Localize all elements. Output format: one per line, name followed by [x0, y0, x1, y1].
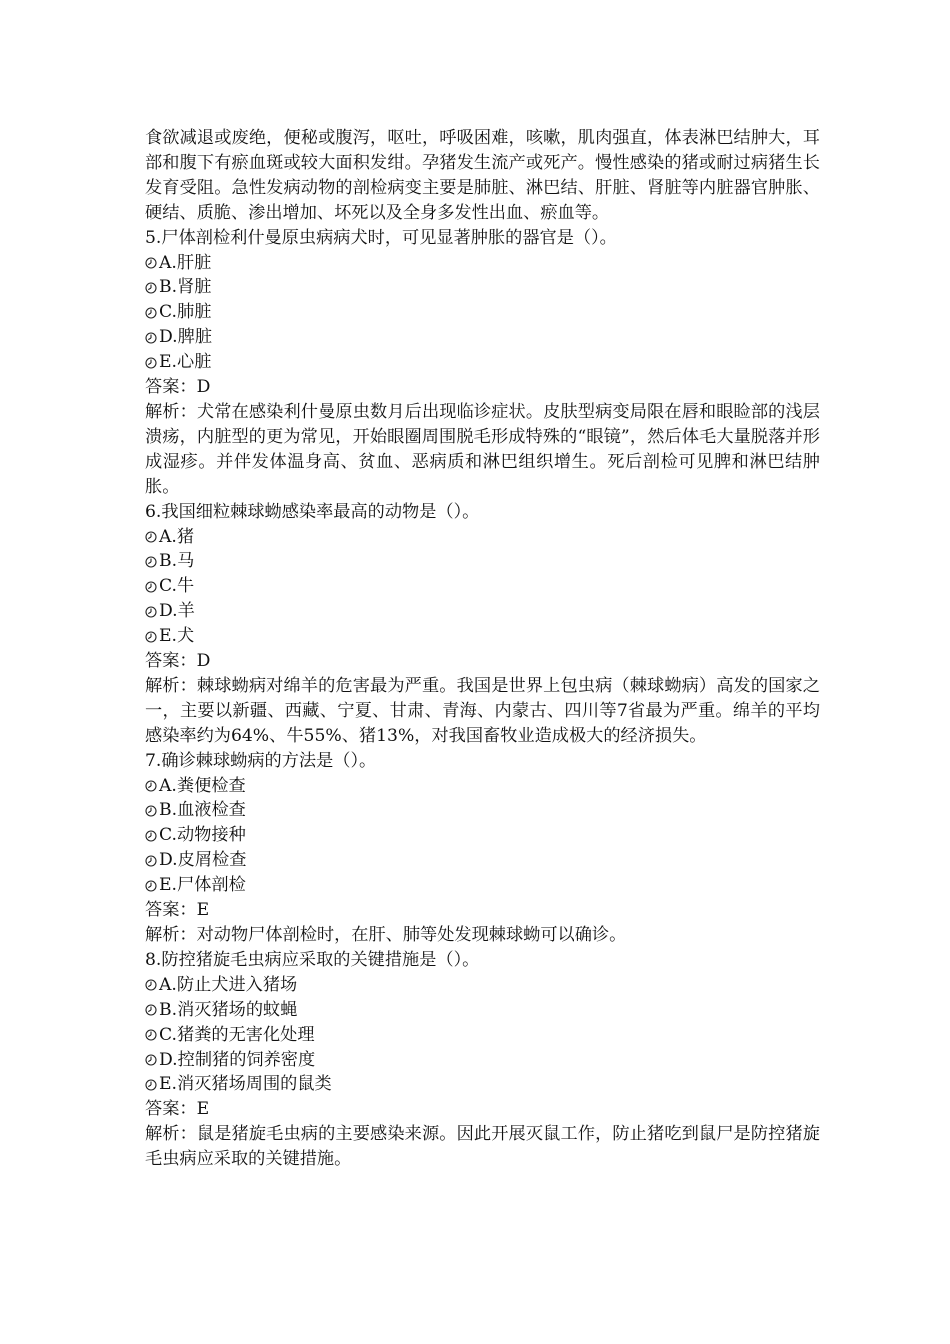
option-a[interactable]	[145, 525, 820, 550]
option-label: C.牛	[159, 576, 195, 597]
question-stem: 6.我国细粒棘球蚴感染率最高的动物是（）。	[145, 501, 480, 522]
option-label: D.皮屑检查	[159, 850, 247, 871]
option-c[interactable]	[145, 300, 820, 325]
radio-clock-icon	[145, 1054, 157, 1066]
analysis-paragraph: 解析：对动物尸体剖检时，在肝、肺等处发现棘球蚴可以确诊。	[145, 925, 627, 945]
option-label: C.猪粪的无害化处理	[159, 1024, 315, 1045]
radio-clock-icon	[145, 830, 157, 842]
option-label: C.动物接种	[159, 825, 246, 846]
option-a[interactable]	[145, 973, 820, 998]
option-label: A.肝脏	[159, 252, 212, 273]
option-label: D.羊	[159, 601, 195, 622]
option-b[interactable]	[145, 275, 820, 300]
option-c[interactable]	[145, 823, 820, 848]
answer-line: 答案：D	[145, 377, 211, 398]
option-d[interactable]	[145, 848, 820, 873]
radio-clock-icon	[145, 531, 157, 543]
radio-clock-icon	[145, 282, 157, 294]
question-6	[145, 500, 820, 749]
analysis-paragraph: 解析：棘球蚴病对绵羊的危害最为严重。我国是世界上包虫病（棘球蚴病）高发的国家之一，主要以新疆、西藏、宁夏、甘肃、青海、内蒙古、四川等7省最为严重。绵羊的平均感染率约为64%、牛55%、猪13%，对我国畜牧业造成极大的经济损失。	[145, 675, 820, 746]
option-c[interactable]	[145, 574, 820, 599]
answer-line: 答案：E	[145, 900, 210, 921]
radio-clock-icon	[145, 1004, 157, 1016]
question-stem: 7.确诊棘球蚴病的方法是（）。	[145, 750, 377, 771]
option-label: D.脾脏	[159, 327, 213, 348]
answer-line: 答案：D	[145, 651, 211, 672]
option-a[interactable]	[145, 251, 820, 276]
radio-clock-icon	[145, 581, 157, 593]
radio-clock-icon	[145, 307, 157, 319]
question-stem: 8.防控猪旋毛虫病应采取的关键措施是（）。	[145, 949, 480, 970]
question-8	[145, 948, 820, 1172]
option-e[interactable]	[145, 350, 820, 375]
radio-clock-icon	[145, 556, 157, 568]
radio-clock-icon	[145, 880, 157, 892]
radio-clock-icon	[145, 855, 157, 867]
intro-paragraph: 食欲减退或废绝，便秘或腹泻，呕吐，呼吸困难，咳嗽，肌肉强直，体表淋巴结肿大，耳部和腹下有瘀血斑或较大面积发绀。孕猪发生流产或死产。慢性感染的猪或耐过病猪生长发育受阻。急性发病动物的剖检病变主要是肺脏、淋巴结、肝脏、肾脏等内脏器官肿胀、硬结、质脆、渗出增加、坏死以及全身多发性出血、瘀血等。	[145, 128, 820, 223]
radio-clock-icon	[145, 606, 157, 618]
question-7	[145, 749, 820, 948]
option-b[interactable]	[145, 798, 820, 823]
analysis-paragraph: 解析：鼠是猪旋毛虫病的主要感染来源。因此开展灭鼠工作，防止猪吃到鼠尸是防控猪旋毛虫病应采取的关键措施。	[145, 1124, 820, 1170]
option-c[interactable]	[145, 1023, 820, 1048]
answer-line: 答案：E	[145, 1099, 210, 1120]
analysis-paragraph: 解析：犬常在感染利什曼原虫数月后出现临诊症状。皮肤型病变局限在唇和眼睑部的浅层溃疡，内脏型的更为常见，开始眼圈周围脱毛形成特殊的“眼镜”，然后体毛大量脱落并形成湿疹。并伴发体温身高、贫血、恶病质和淋巴组织增生。死后剖检可见脾和淋巴结肿胀。	[145, 401, 820, 497]
option-e[interactable]	[145, 624, 820, 649]
option-b[interactable]	[145, 998, 820, 1023]
radio-clock-icon	[145, 1079, 157, 1091]
radio-clock-icon	[145, 257, 157, 269]
radio-clock-icon	[145, 357, 157, 369]
radio-clock-icon	[145, 332, 157, 344]
option-label: A.粪便检查	[159, 775, 246, 796]
option-a[interactable]	[145, 774, 820, 799]
option-label: A.猪	[159, 526, 195, 547]
option-label: E.犬	[159, 626, 195, 647]
radio-clock-icon	[145, 780, 157, 792]
option-label: E.消灭猪场周围的鼠类	[159, 1074, 332, 1095]
radio-clock-icon	[145, 979, 157, 991]
option-label: E.心脏	[159, 352, 212, 373]
option-b[interactable]	[145, 549, 820, 574]
option-label: B.消灭猪场的蚊蝇	[159, 999, 298, 1020]
option-d[interactable]	[145, 599, 820, 624]
option-label: E.尸体剖检	[159, 875, 246, 896]
question-5	[145, 226, 820, 500]
radio-clock-icon	[145, 631, 157, 643]
option-label: B.马	[159, 551, 195, 572]
radio-clock-icon	[145, 1029, 157, 1041]
option-d[interactable]	[145, 1048, 820, 1073]
question-stem: 5.尸体剖检利什曼原虫病病犬时，可见显著肿胀的器官是（）。	[145, 227, 617, 248]
radio-clock-icon	[145, 805, 157, 817]
document-page	[145, 126, 820, 1172]
option-label: A.防止犬进入猪场	[159, 974, 298, 995]
option-label: C.肺脏	[159, 302, 212, 323]
option-label: B.肾脏	[159, 277, 212, 298]
option-e[interactable]	[145, 1072, 820, 1097]
option-d[interactable]	[145, 325, 820, 350]
option-label: B.血液检查	[159, 800, 246, 821]
option-e[interactable]	[145, 873, 820, 898]
option-label: D.控制猪的饲养密度	[159, 1049, 316, 1070]
